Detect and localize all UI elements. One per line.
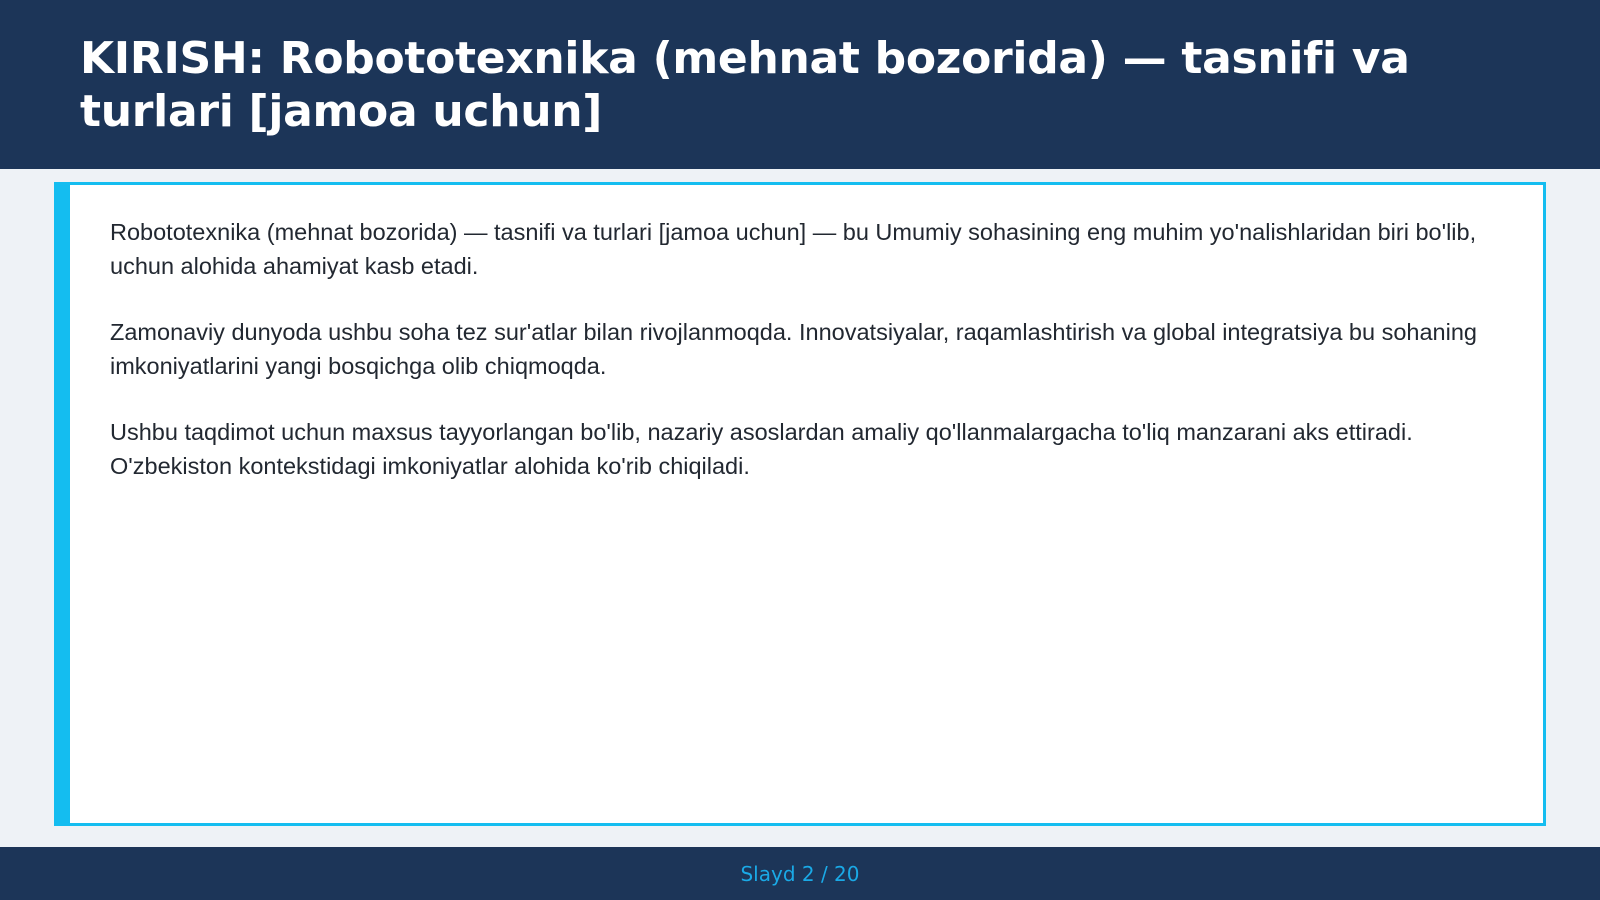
slide-footer	[0, 847, 1600, 900]
content-card	[54, 182, 1546, 826]
paragraph-modern-world: Zamonaviy dunyoda ushbu soha tez sur'atlar bilan rivojlanmoqda. Innovatsiyalar, raqamlashtirish va global integratsiya bu sohaning imkoniyatlarini yangi bosqichga olib chiqmoqda.	[110, 319, 1477, 379]
slide-title: KIRISH: Robototexnika (mehnat bozorida) — tasnifi va turlari [jamoa uchun]	[80, 33, 1410, 137]
paragraph-intro: Robototexnika (mehnat bozorida) — tasnifi va turlari [jamoa uchun] — bu Umumiy sohasining eng muhim yo'nalishlaridan biri bo'lib, uchun alohida ahamiyat kasb etadi.	[110, 219, 1477, 279]
slide-counter: Slayd 2 / 20	[740, 861, 860, 886]
slide-header	[0, 0, 1600, 169]
paragraph-presentation-purpose: Ushbu taqdimot uchun maxsus tayyorlangan bo'lib, nazariy asoslardan amaliy qo'llanmalargacha to'liq manzarani aks ettiradi. O'zbekiston kontekstidagi imkoniyatlar alohida ko'rib chiqiladi.	[110, 419, 1413, 479]
